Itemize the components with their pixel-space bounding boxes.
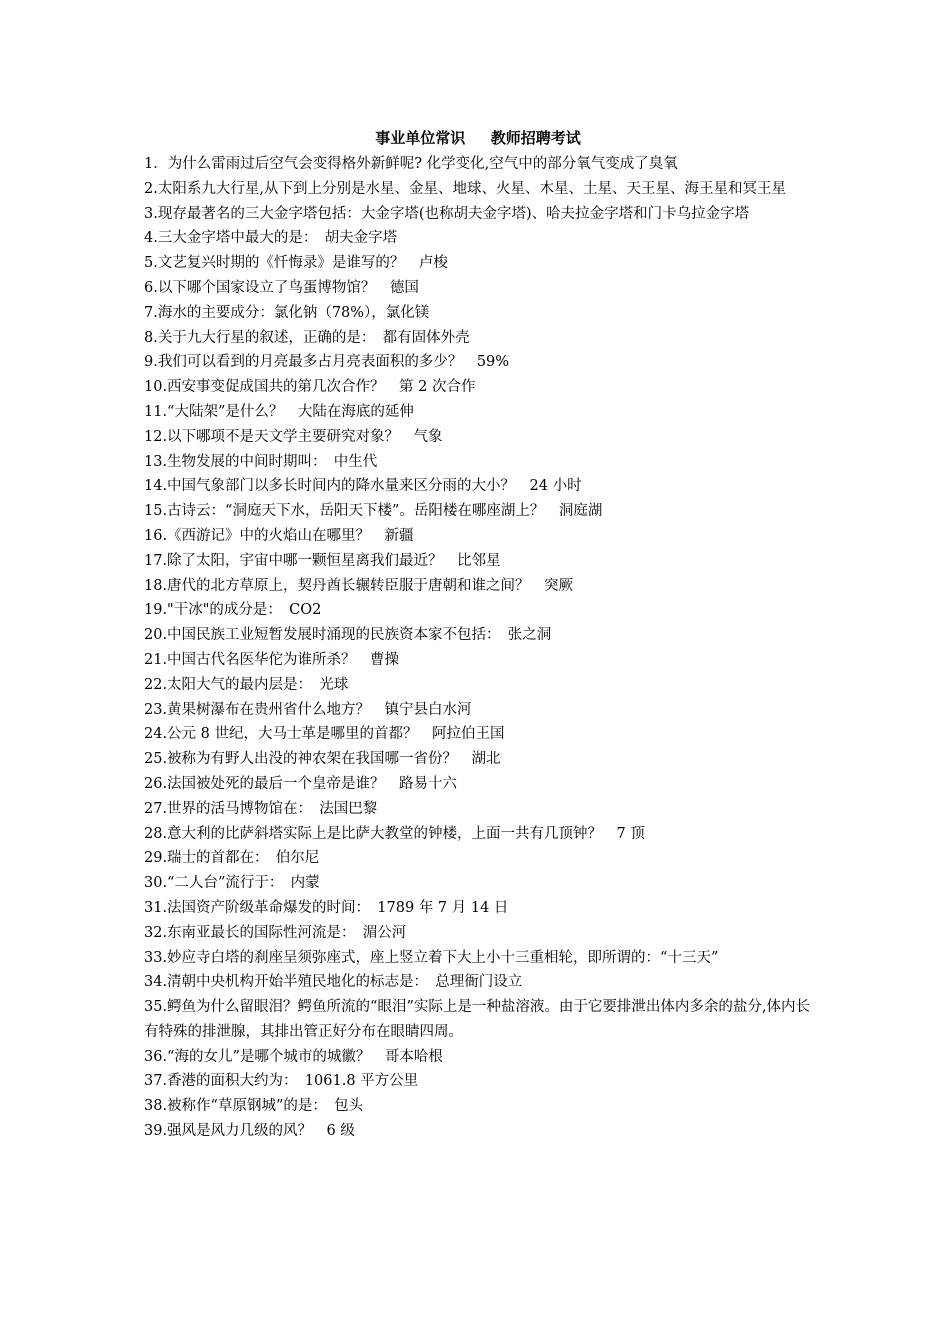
list-item: 16.《西游记》中的火焰山在哪里？ 新疆 (144, 527, 414, 544)
list-item: 29.瑞士的首都在： 伯尔尼 (144, 850, 320, 867)
list-item: 13.生物发展的中间时期叫： 中生代 (144, 453, 378, 470)
list-item: 35.鳄鱼为什么留眼泪？鳄鱼所流的“眼泪”实际上是一种盐溶液。由于它要排泄出体内多余的盐分,体内长有特殊的排泄腺，其排出管正好分布在眼睛四周。 (144, 999, 810, 1040)
list-item: 12.以下哪项不是天文学主要研究对象？ 气象 (144, 428, 443, 445)
list-item: 27.世界的活马博物馆在： 法国巴黎 (144, 800, 378, 817)
list-item: 19."干冰"的成分是： CO2 (144, 602, 322, 619)
list-item: 34.清朝中央机构开始半殖民地化的标志是： 总理衙门设立 (144, 974, 523, 991)
list-item: 24.公元 8 世纪，大马士革是哪里的首都？ 阿拉伯王国 (144, 726, 505, 743)
list-item: 38.被称作“草原钢城”的是： 包头 (144, 1098, 364, 1115)
list-item: 25.被称为有野人出没的神农架在我国哪一省份？ 湖北 (144, 751, 501, 768)
list-item: 21.中国古代名医华佗为谁所杀？ 曹操 (144, 651, 400, 668)
list-item: 31.法国资产阶级革命爆发的时间： 1789 年 7 月 14 日 (144, 899, 509, 916)
list-item: 10.西安事变促成国共的第几次合作？ 第 2 次合作 (144, 379, 476, 396)
document-title: 事业单位常识 教师招聘考试 (375, 129, 581, 147)
list-item: 7.海水的主要成分：氯化钠（78%），氯化镁 (144, 304, 430, 321)
list-item: 6.以下哪个国家设立了鸟蛋博物馆？ 德国 (144, 279, 419, 296)
list-item: 39.强风是风力几级的风？ 6 级 (144, 1123, 355, 1140)
list-item: 2.太阳系九大行星,从下到上分别是水星、金星、地球、火星、木星、土星、天王星、海王星和冥王星 (144, 180, 786, 197)
list-item: 11.“大陆架”是什么？ 大陆在海底的延伸 (144, 403, 414, 420)
list-item: 36.“海的女儿”是哪个城市的城徽？ 哥本哈根 (144, 1048, 443, 1065)
list-item: 15.古诗云：“洞庭天下水，岳阳天下楼”。岳阳楼在哪座湖上？ 洞庭湖 (144, 503, 603, 520)
list-item: 3.现存最著名的三大金字塔包括：大金字塔(也称胡夫金字塔)、哈夫拉金字塔和门卡乌拉金字塔 (144, 205, 750, 222)
list-item: 23.黄果树瀑布在贵州省什么地方？ 镇宁县白水河 (144, 701, 472, 718)
list-item: 1．为什么雷雨过后空气会变得格外新鲜呢? 化学变化,空气中的部分氧气变成了臭氧 (144, 156, 678, 172)
list-item: 18.唐代的北方草原上，契丹酋长辗转臣服于唐朝和谁之间？ 突厥 (144, 577, 574, 594)
list-item: 17.除了太阳，宇宙中哪一颗恒星离我们最近？ 比邻星 (144, 552, 501, 569)
list-item: 22.太阳大气的最内层是： 光球 (144, 676, 349, 693)
list-item: 30.“二人台”流行于： 内蒙 (144, 875, 320, 892)
question-list (144, 152, 812, 1144)
list-item: 4.三大金字塔中最大的是： 胡夫金字塔 (144, 230, 398, 247)
document-page (144, 128, 812, 1144)
list-item: 32.东南亚最长的国际性河流是： 湄公河 (144, 924, 407, 941)
list-item: 37.香港的面积大约为： 1061.8 平方公里 (144, 1073, 419, 1090)
list-item: 5.文艺复兴时期的《忏悔录》是谁写的？ 卢梭 (144, 255, 448, 272)
list-item: 14.中国气象部门以多长时间内的降水量来区分雨的大小？ 24 小时 (144, 478, 582, 495)
list-item: 20.中国民族工业短暂发展时涌现的民族资本家不包括： 张之洞 (144, 627, 552, 644)
list-item: 8.关于九大行星的叙述，正确的是： 都有固体外壳 (144, 329, 470, 346)
list-item: 28.意大利的比萨斜塔实际上是比萨大教堂的钟楼，上面一共有几顶钟？ 7 顶 (144, 825, 645, 842)
list-item: 9.我们可以看到的月亮最多占月亮表面积的多少？ 59% (144, 354, 510, 371)
list-item: 26.法国被处死的最后一个皇帝是谁？ 路易十六 (144, 775, 458, 792)
list-item: 33.妙应寺白塔的刹座呈须弥座式，座上竖立着下大上小十三重相轮，即所谓的：“十三天” (144, 949, 719, 966)
